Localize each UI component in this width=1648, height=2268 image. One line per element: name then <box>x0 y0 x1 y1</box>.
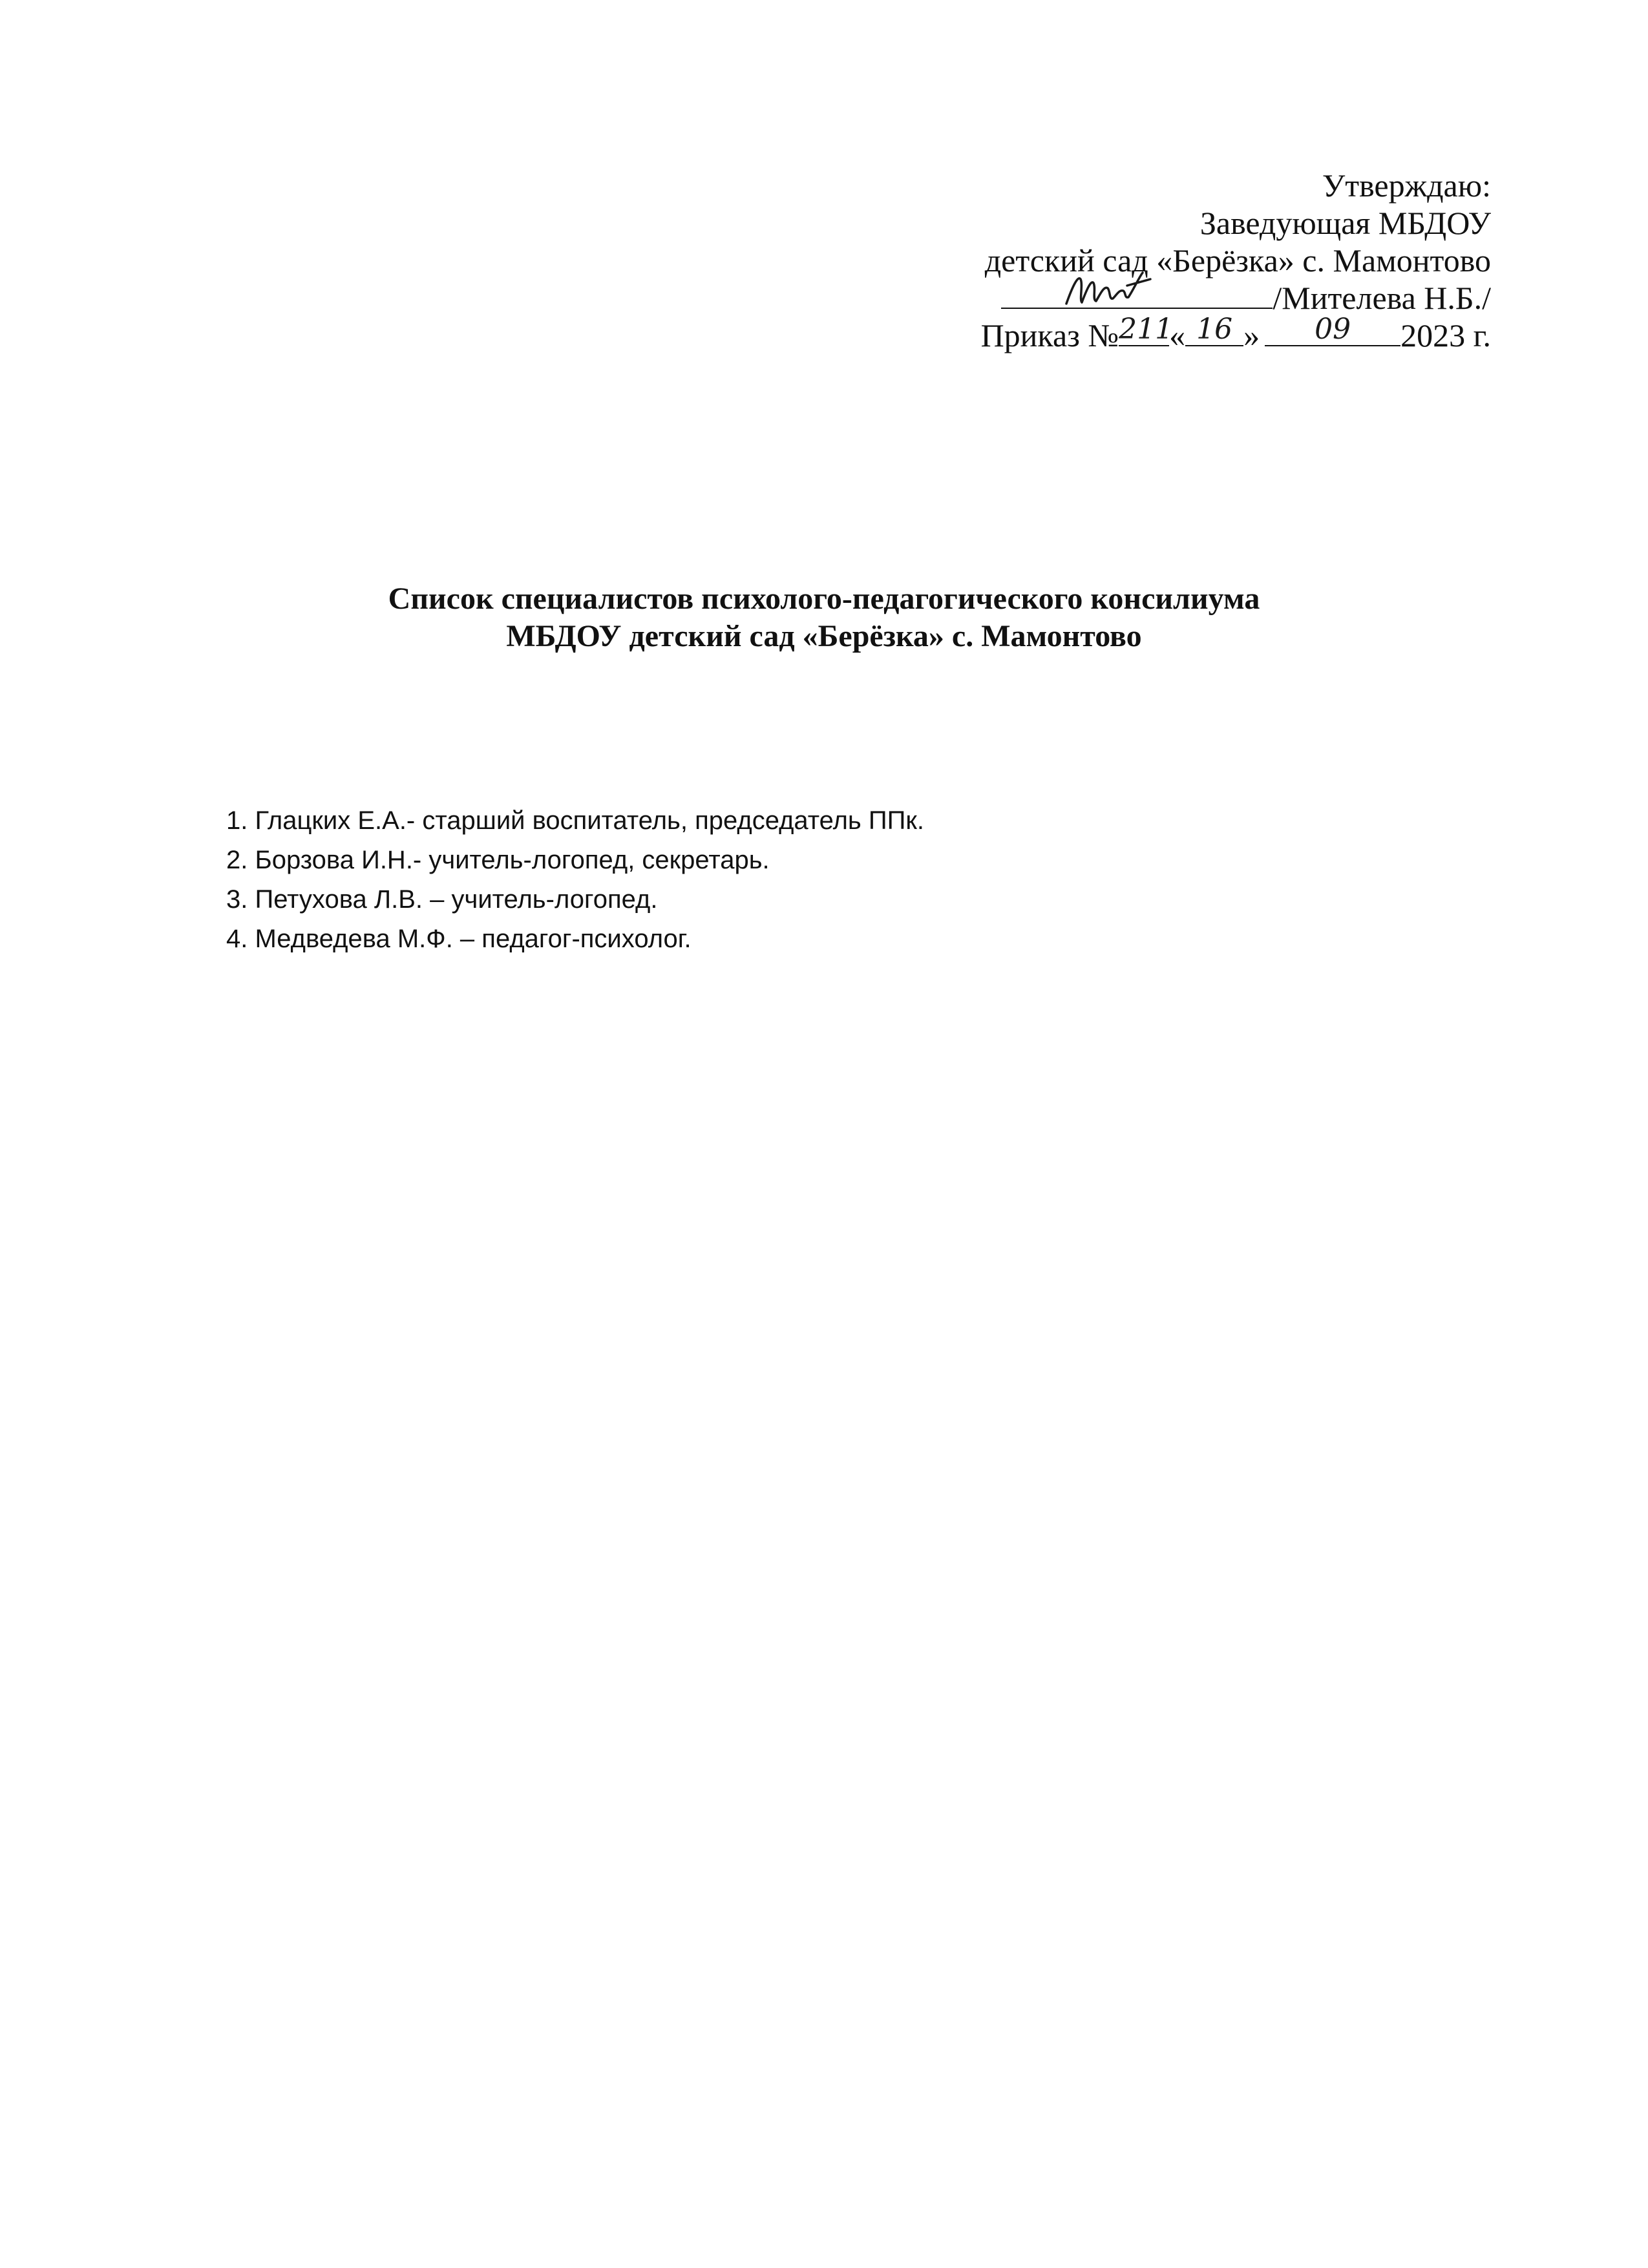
list-item: 2. Борзова И.Н.- учитель-логопед, секретарь. <box>226 846 770 874</box>
order-line <box>845 313 1491 354</box>
order-month-blank <box>1265 313 1400 346</box>
quote-open: « <box>1169 317 1186 353</box>
order-number: 211 <box>1119 313 1174 346</box>
title-line-1: Список специалистов психолого-педагогического консилиума <box>388 582 1260 616</box>
title-line-2: МБДОУ детский сад «Берёзка» с. Мамонтово <box>506 619 1142 653</box>
order-day: 16 <box>1196 313 1233 346</box>
order-month: 09 <box>1315 313 1351 346</box>
signature-blank <box>1001 280 1273 309</box>
quote-close: » <box>1243 317 1260 353</box>
handwritten-signature <box>1062 266 1153 311</box>
order-year: 2023 г. <box>1400 317 1491 353</box>
signature-line <box>845 279 1491 317</box>
signer-name: /Мителева Н.Б./ <box>1273 280 1491 316</box>
list-item: 4. Медведева М.Ф. – педагог-психолог. <box>226 925 692 953</box>
order-day-blank <box>1185 313 1243 346</box>
order-prefix: Приказ № <box>980 317 1119 353</box>
list-item: 3. Петухова Л.В. – учитель-логопед. <box>226 885 658 914</box>
approval-position: Заведующая МБДОУ <box>1199 205 1491 241</box>
order-number-blank <box>1119 313 1174 346</box>
approval-block <box>845 167 1491 354</box>
approval-organization: детский сад «Берёзка» с. Мамонтово <box>984 242 1491 278</box>
list-item: 1. Глацких Е.А.- старший воспитатель, председатель ППк. <box>226 806 924 835</box>
approval-heading: Утверждаю: <box>1322 167 1491 204</box>
members-list <box>226 801 924 959</box>
document-title <box>0 580 1648 655</box>
